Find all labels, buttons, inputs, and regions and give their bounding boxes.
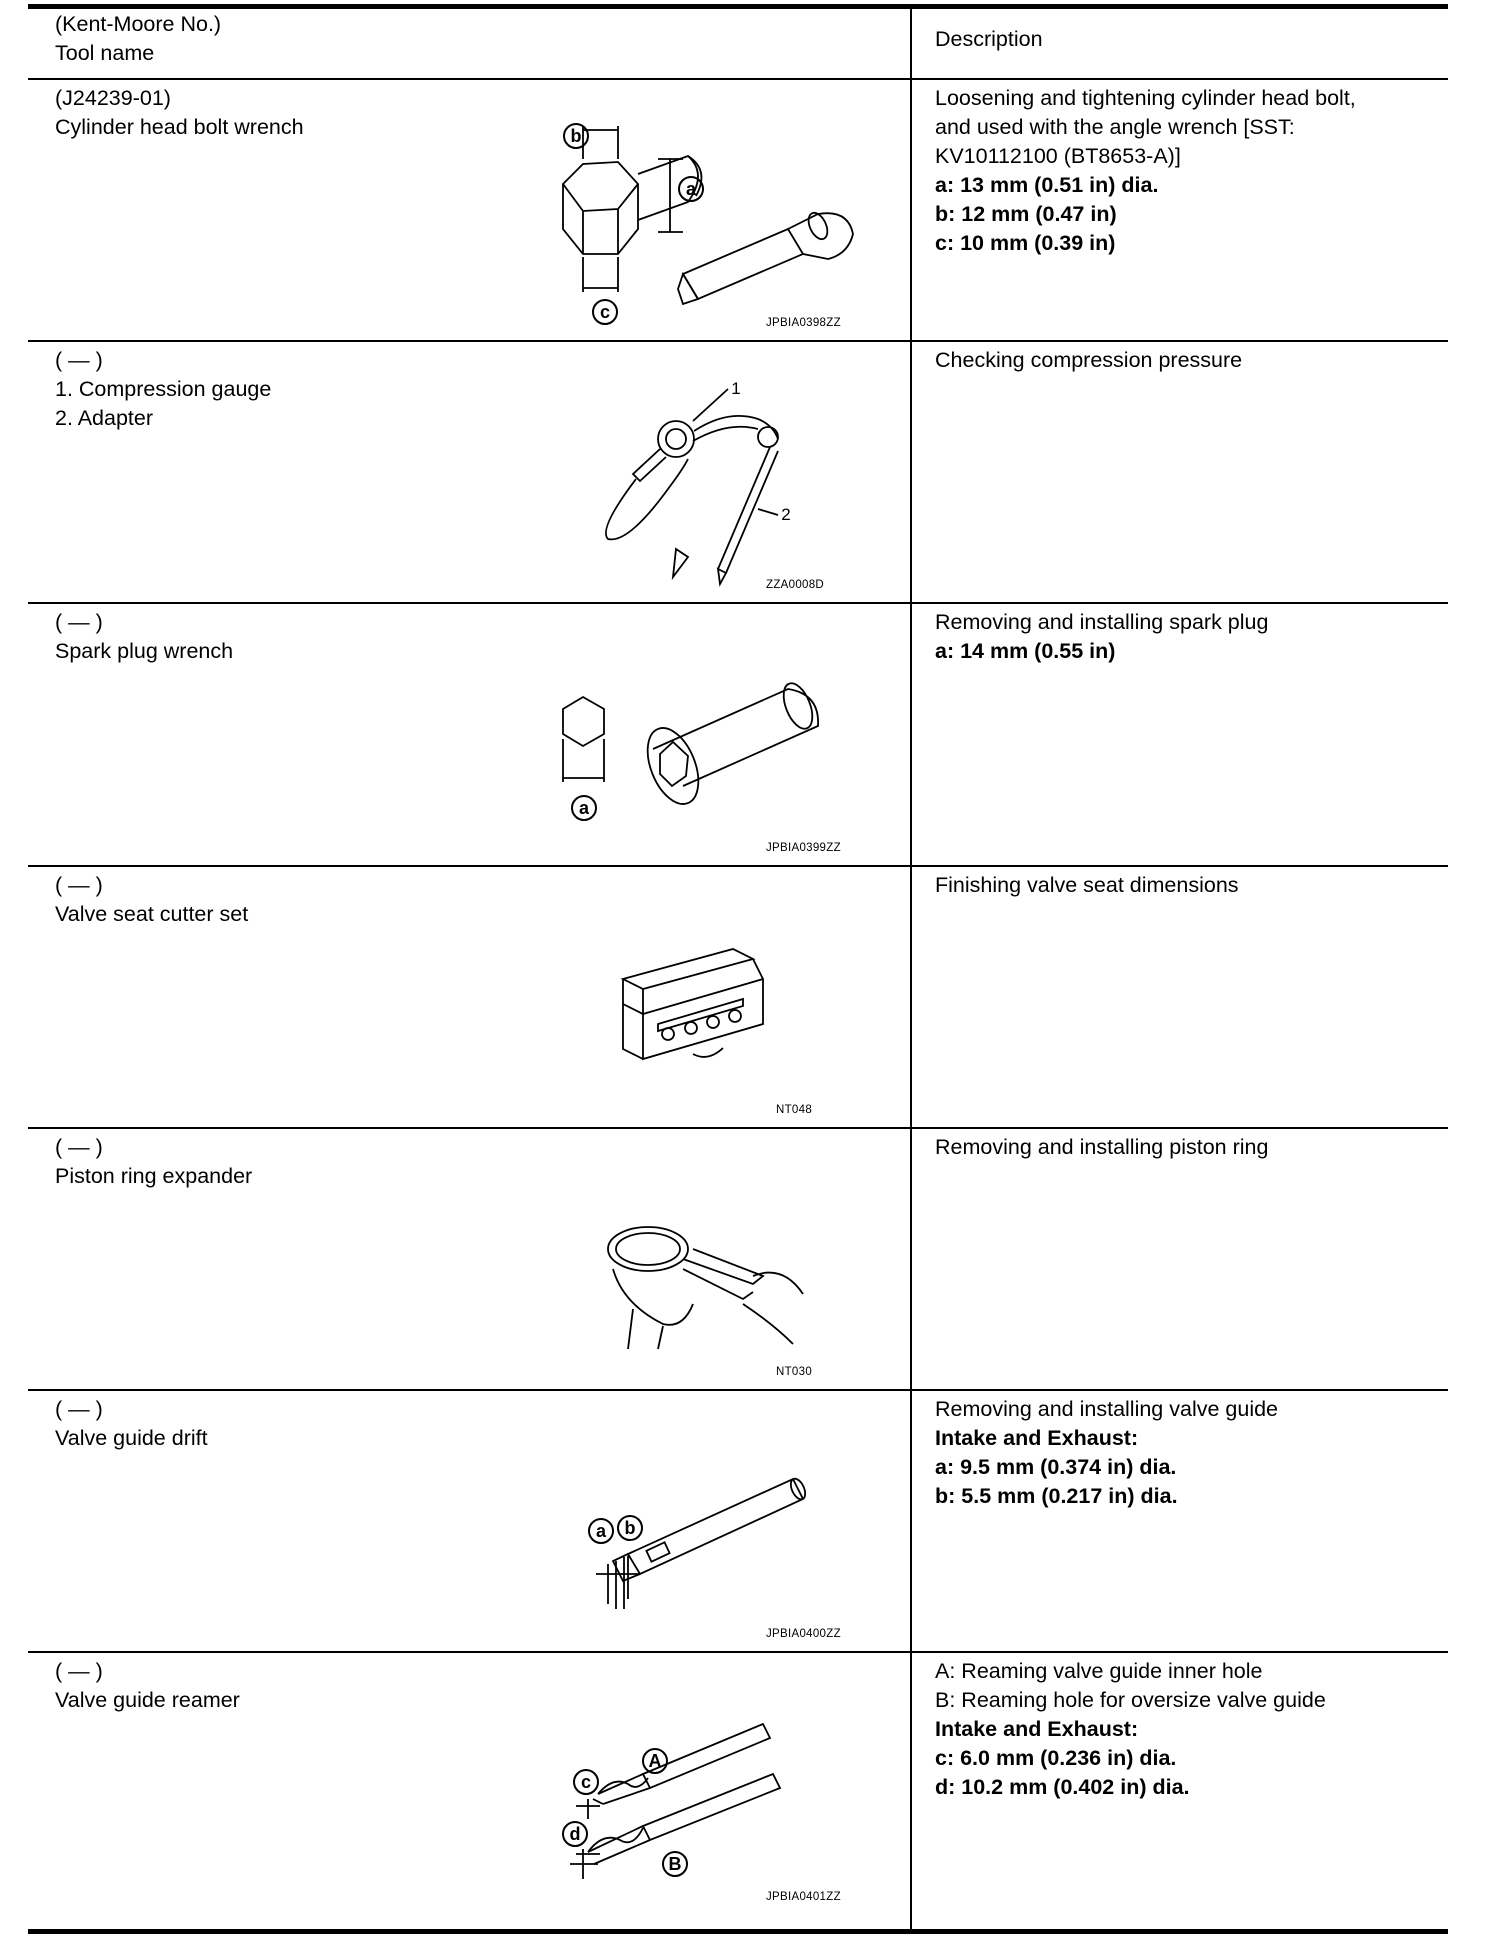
row-6-description: Removing and installing valve guide Intake and Exhaust: a: 9.5 mm (0.374 in) dia. b: 5.5 mm (0.217 in) dia. [935,1397,1279,1508]
row-1-description: Loosening and tightening cylinder head bolt, and used with the angle wrench [SST: KV10112100 (BT8653-A)] a: 13 mm (0.51 in) dia. b: 12 mm (0.47 in) c: 10 mm (0.39 in) [935,86,1356,255]
valve-guide-reamer-icon [548,1714,868,1894]
row-divider [28,1651,1448,1653]
row-1-tool: (J24239-01) Cylinder head bolt wrench [55,86,304,139]
callout-c: c [599,302,611,322]
row-3-tool: ( — ) Spark plug wrench [55,610,234,663]
row-7-description: A: Reaming valve guide inner hole B: Reaming hole for oversize valve guide Intake and Exhaust: c: 6.0 mm (0.236 in) dia. d: 10.2 mm (0.402 in) dia. [935,1659,1326,1799]
row-4-description: Finishing valve seat dimensions [935,873,1239,897]
row-2-tool: ( — ) 1. Compression gauge 2. Adapter [55,348,272,430]
row-divider [28,602,1448,604]
valve-seat-cutter-set-icon [613,944,813,1084]
figure-code: NT048 [776,1104,813,1116]
callout-a: a [595,1521,607,1541]
row-6-tool: ( — ) Valve guide drift [55,1397,208,1450]
row-5-description: Removing and installing piston ring [935,1135,1269,1159]
spark-plug-wrench-icon [528,664,888,844]
callout-a: a [578,798,590,818]
row-5-tool: ( — ) Piston ring expander [55,1135,253,1188]
callout-c: c [580,1772,592,1792]
valve-guide-drift-icon [568,1464,868,1614]
row-divider [28,78,1448,80]
callout-a: a [685,179,697,199]
row-divider [28,1389,1448,1391]
table-bottom-rule [28,1929,1448,1934]
callout-2: 2 [781,505,791,524]
row-divider [28,1127,1448,1129]
callout-b: b [570,126,582,146]
figure-code: JPBIA0399ZZ [766,842,841,854]
row-2-description: Checking compression pressure [935,348,1243,372]
header-description: Description [935,27,1043,51]
table-top-rule [28,4,1448,9]
callout-1: 1 [731,379,741,398]
column-divider [910,9,912,1929]
figure-code: JPBIA0398ZZ [766,317,841,329]
callout-B: B [668,1854,682,1874]
row-7-tool: ( — ) Valve guide reamer [55,1659,240,1712]
piston-ring-expander-icon [603,1214,823,1354]
row-3-description: Removing and installing spark plug a: 14 mm (0.55 in) [935,610,1269,663]
figure-code: NT030 [776,1366,813,1378]
row-4-tool: ( — ) Valve seat cutter set [55,873,249,926]
compression-gauge-icon [588,379,848,589]
callout-d: d [569,1824,581,1844]
figure-code: JPBIA0400ZZ [766,1628,841,1640]
cylinder-head-bolt-wrench-icon [518,114,898,334]
header-tool-name: (Kent-Moore No.) Tool name [55,12,222,65]
callout-A: A [648,1751,662,1771]
row-divider [28,865,1448,867]
figure-code: ZZA0008D [766,579,825,591]
callout-b: b [624,1518,636,1538]
special-service-tools-table [28,4,1448,1934]
row-divider [28,340,1448,342]
figure-code: JPBIA0401ZZ [766,1891,841,1903]
